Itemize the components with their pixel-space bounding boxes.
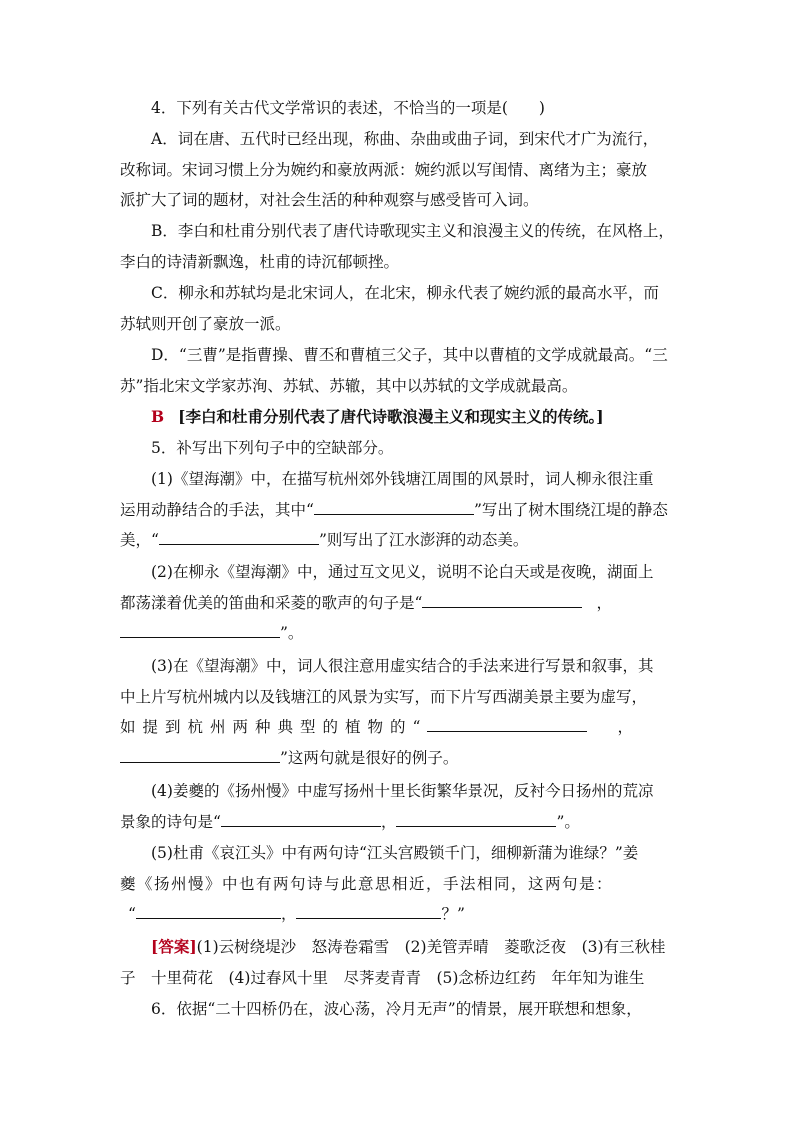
answer-tag: [答案] [151, 937, 197, 956]
fill-blank-4a[interactable] [221, 808, 381, 827]
option-a-line-1: A．词在唐、五代时已经出现，称曲、杂曲或曲子词，到宋代才广为流行， [151, 130, 659, 148]
answer-line-1: (1)云树绕堤沙 怒涛卷霜雪 (2)羌管弄晴 菱歌泛夜 (3)有三秋桂 [196, 938, 666, 956]
fill-blank-5a[interactable] [136, 900, 281, 919]
option-d-line-1: D．“三曹”是指曹操、曹丕和曹植三父子，其中以曹植的文学成就最高。“三 [151, 346, 668, 364]
item-5-line-3-end: ？” [441, 905, 465, 923]
fill-blank-2a[interactable] [422, 589, 582, 608]
item-2-comma: ， [596, 593, 612, 612]
item-5 [120, 838, 676, 930]
item-2 [120, 557, 676, 649]
fill-blank-4b[interactable] [396, 808, 556, 827]
fill-blank-1a[interactable] [314, 496, 474, 515]
item-3-line-4-end: ”这两句就是很好的例子。 [280, 748, 459, 767]
item-1-line-1: (1)《望海潮》中，在描写杭州郊外钱塘江周围的风景时，词人柳永很注重 [151, 470, 654, 488]
question-6-text: 6．依据“二十四桥仍在，波心荡，冷月无声”的情景，展开联想和想象， [151, 1000, 642, 1018]
item-3 [120, 651, 676, 773]
option-d-line-2: 苏”指北宋文学家苏洵、苏轼、苏辙，其中以苏轼的文学成就最高。 [120, 376, 578, 395]
option-b-line-2: 李白的诗清新飘逸，杜甫的诗沉郁顿挫。 [120, 252, 400, 271]
question-5-answer [120, 932, 676, 993]
option-a-line-2: 改称词。宋词习惯上分为婉约和豪放两派：婉约派以写闺情、离绪为主；豪放 [120, 160, 648, 179]
item-2-line-1: (2)在柳永《望海潮》中，通过互文见义，说明不论白天或是夜晚，湖面上 [151, 563, 654, 581]
item-3-line-2: 中上片写杭州城内以及钱塘江的风景为实写，而下片写西湖美景主要为虚写， [120, 687, 648, 706]
item-3-line-1: (3)在《望海潮》中，词人很注意用虚实结合的手法来进行写景和叙事，其 [151, 657, 654, 675]
item-4-line-1: (4)姜夔的《扬州慢》中虚写扬州十里长街繁华景况，反衬今日扬州的荒凉 [151, 782, 654, 800]
item-5-comma: ， [280, 905, 297, 923]
fill-blank-3a[interactable] [427, 713, 587, 732]
item-1-line-3-end: ”则写出了江水澎湃的动态美。 [318, 531, 529, 549]
answer-line-2: 子 十里荷花 (4)过春风十里 尽荠麦青青 (5)念桥边红药 年年知为谁生 [120, 968, 645, 987]
fill-blank-3b[interactable] [120, 744, 280, 763]
item-2-line-3-end: ”。 [280, 624, 304, 642]
item-2-line-2-start: 都荡漾着优美的笛曲和采菱的歌声的句子是“ [120, 593, 423, 612]
item-4-comma: ， [380, 812, 397, 831]
answer-explanation: [李白和杜甫分别代表了唐代诗歌浪漫主义和现实主义的传统。] [178, 407, 604, 426]
question-4-stem [120, 93, 676, 124]
fill-blank-1b[interactable] [159, 526, 319, 545]
option-d [120, 340, 676, 401]
option-a-line-3: 派扩大了词的题材，对社会生活的种种观察与感受皆可入词。 [120, 191, 539, 209]
answer-letter: B [151, 407, 165, 426]
item-1 [120, 464, 676, 556]
question-4-answer [120, 402, 676, 433]
item-3-comma: ， [617, 718, 633, 736]
item-5-line-1: (5)杜甫《哀江头》中有两句诗“江头宫殿锁千门，细柳新蒲为谁绿？”姜 [151, 844, 639, 862]
fill-blank-2b[interactable] [120, 619, 280, 638]
fill-blank-5b[interactable] [296, 900, 441, 919]
question-5-text: 5．补写出下列句子中的空缺部分。 [151, 439, 394, 457]
question-4-text: 4．下列有关古代文学常识的表述，不恰当的一项是( ) [151, 99, 545, 117]
option-a [120, 124, 676, 216]
option-c-line-2: 苏轼则开创了豪放一派。 [120, 314, 291, 333]
item-5-line-2: 夔《扬州慢》中也有两句诗与此意思相近，手法相同，这两句是： [120, 874, 614, 893]
item-5-line-3-start: “ [128, 905, 136, 923]
option-b [120, 216, 676, 277]
option-c-line-1: C．柳永和苏轼均是北宋词人，在北宋，柳永代表了婉约派的最高水平，而 [151, 284, 659, 302]
item-4-line-2-end: ”。 [556, 812, 580, 831]
question-6-stem [120, 994, 676, 1025]
item-1-line-2-end: ”写出了树木围绕江堤的静态 [473, 500, 668, 519]
question-5-stem [120, 433, 676, 464]
option-b-line-1: B．李白和杜甫分别代表了唐代诗歌现实主义和浪漫主义的传统，在风格上， [151, 222, 674, 240]
item-3-line-3-start: 如提到杭州两种典型的植物的“ [120, 718, 428, 736]
item-4-line-2-start: 景象的诗句是“ [120, 812, 221, 831]
option-c [120, 278, 676, 339]
item-4 [120, 776, 676, 837]
item-1-line-2-start: 运用动静结合的手法，其中“ [120, 500, 314, 519]
item-1-line-3-start: 美，“ [120, 531, 159, 549]
